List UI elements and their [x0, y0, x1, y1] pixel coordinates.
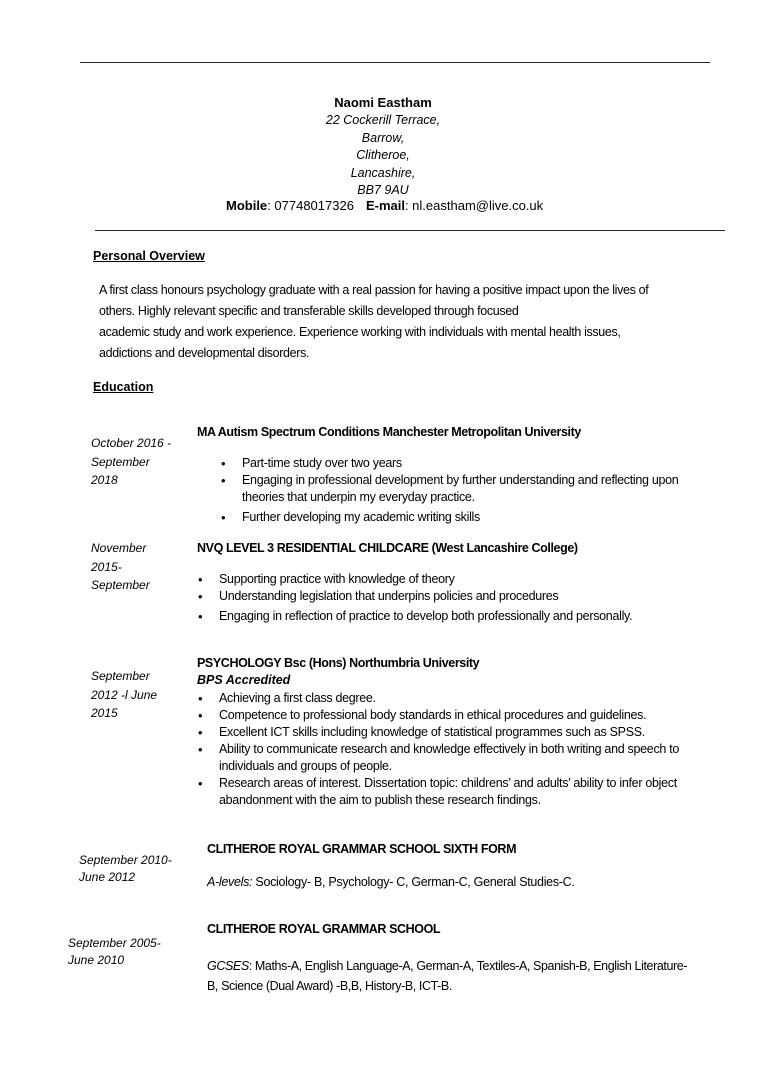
section-heading-education: Education — [93, 380, 154, 394]
bullet-item: • Understanding legislation that underpins policies and procedures — [197, 588, 717, 605]
bullet-item: • Engaging in professional development by further understanding and reflecting upon theories that underpin my everyday practice. — [220, 472, 710, 506]
results-text: Sociology- B, Psychology- C, German-C, General Studies-C. — [252, 875, 575, 889]
contact-line — [226, 198, 543, 213]
date-line: June 2010 — [68, 953, 125, 967]
date-line: June 2012 — [79, 870, 136, 884]
bullet-item: • Part-time study over two years — [220, 455, 710, 472]
results-text: B, Science (Dual Award) -B,B, History-B, ICT-B. — [207, 979, 452, 993]
entry-title: MA Autism Spectrum Conditions Manchester Metropolitan University — [197, 425, 581, 439]
address-line: 22 Cockerill Terrace, — [325, 113, 441, 127]
results-label: GCSES — [207, 959, 249, 973]
overview-line: A first class honours psychology graduate with a real passion for having a positive impact upon the lives of — [99, 283, 649, 297]
address-line: Lancashire, — [350, 165, 416, 180]
date-line: October 2016 - — [91, 436, 172, 450]
date-line: 2012 -l June — [91, 687, 158, 702]
entry-date — [91, 539, 150, 595]
date-line: September — [91, 669, 150, 683]
date-line: 2015- — [91, 559, 122, 574]
date-line: November — [91, 541, 147, 555]
entry-results — [207, 875, 575, 889]
mobile-number: : 07748017326 — [267, 198, 354, 213]
entry-results — [207, 956, 732, 996]
entry-title: PSYCHOLOGY Bsc (Hons) Northumbria University — [197, 656, 480, 670]
bullet-item: • Engaging in reflection of practice to develop both professionally and personally. — [197, 608, 717, 625]
results-label: A-levels: — [207, 875, 253, 889]
entry-title: CLITHEROE ROYAL GRAMMAR SCHOOL SIXTH FORM — [207, 842, 517, 856]
entry-bullets — [197, 690, 717, 809]
entry-subtitle: BPS Accredited — [197, 673, 291, 687]
address-line: BB7 9AU — [357, 183, 409, 197]
overview-paragraph — [99, 280, 739, 364]
candidate-name: Naomi Eastham — [334, 95, 432, 110]
bullet-item: • Research areas of interest. Dissertation topic: childrens’ and adults’ ability to infer object abandonment with the aim to publish these research findings. — [197, 775, 717, 809]
address-line: Barrow, — [361, 130, 405, 145]
entry-bullets — [197, 571, 717, 625]
entry-bullets — [220, 455, 710, 526]
date-line: 2018 — [91, 473, 118, 487]
date-line: September — [91, 578, 150, 592]
date-line: September — [91, 454, 150, 469]
section-heading-overview: Personal Overview — [93, 249, 205, 263]
date-line: September 2010- — [79, 853, 172, 867]
bullet-item: • Ability to communicate research and knowledge effectively in both writing and speech to individuals and groups of people. — [197, 741, 717, 775]
bullet-item: • Supporting practice with knowledge of theory — [197, 571, 717, 588]
email-address: : nl.eastham@live.co.uk — [404, 198, 544, 213]
email-label: E-mail — [365, 198, 405, 213]
bullet-item: • Competence to professional body standards in ethical procedures and guidelines. — [197, 707, 717, 724]
overview-line: addictions and developmental disorders. — [99, 346, 310, 360]
entry-title: NVQ LEVEL 3 RESIDENTIAL CHILDCARE (West Lancashire College) — [197, 541, 578, 555]
top-divider — [80, 62, 710, 63]
bullet-item: • Achieving a first class degree. — [197, 690, 717, 707]
entry-date — [91, 667, 157, 723]
overview-line: academic study and work experience. Experience working with individuals with mental health issues, — [99, 325, 621, 339]
contact-block — [230, 94, 536, 200]
entry-date — [91, 434, 171, 490]
overview-line: others. Highly relevant specific and transferable skills developed through focused — [99, 304, 519, 318]
entry-title: CLITHEROE ROYAL GRAMMAR SCHOOL — [207, 922, 441, 936]
entry-date — [68, 935, 161, 969]
results-text: : Maths-A, English Language-A, German-A, Textiles-A, Spanish-B, English Literature- — [248, 959, 688, 973]
entry-date — [79, 852, 172, 886]
date-line: September 2005- — [68, 936, 161, 950]
bullet-item: • Excellent ICT skills including knowledge of statistical programmes such as SPSS. — [197, 724, 717, 741]
bullet-item: • Further developing my academic writing skills — [220, 509, 710, 526]
address-line: Clitheroe, — [356, 148, 410, 162]
date-line: 2015 — [91, 706, 118, 720]
header-divider — [95, 230, 725, 231]
mobile-label: Mobile — [226, 198, 268, 213]
